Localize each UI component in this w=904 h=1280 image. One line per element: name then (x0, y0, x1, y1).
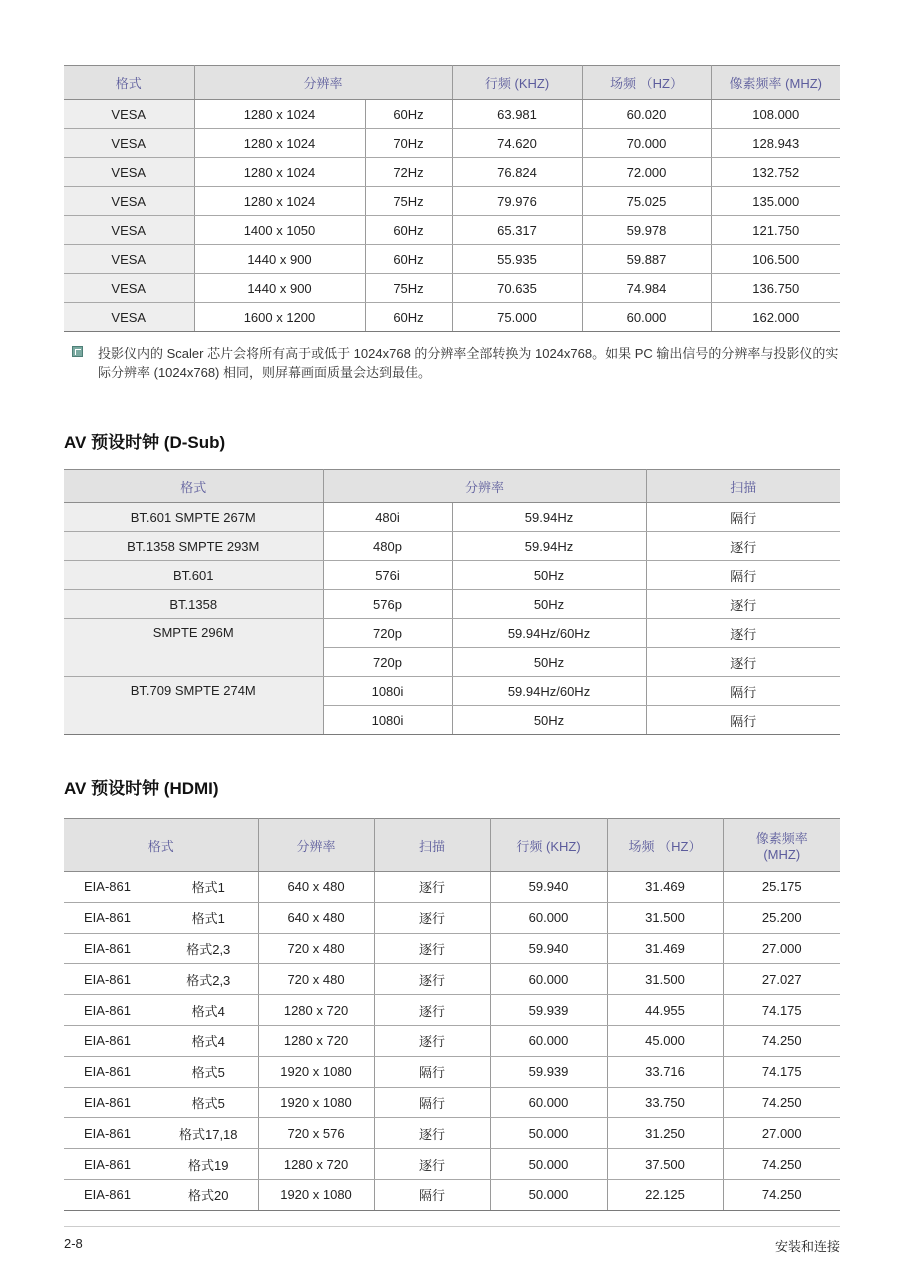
table-cell: 60.020 (582, 100, 711, 129)
pc-timing-table (64, 65, 840, 332)
table-cell: 74.250 (723, 1025, 840, 1056)
table-cell: 50.000 (490, 1179, 607, 1210)
table-cell: 逐行 (374, 933, 490, 964)
table-cell: 1280 x 1024 (194, 187, 365, 216)
scan-cell: 逐行 (646, 590, 840, 619)
format-cell: BT.709 SMPTE 274M (64, 677, 323, 735)
table-row (64, 1118, 840, 1149)
table-cell: 640 x 480 (258, 872, 374, 903)
format-cell: BT.1358 SMPTE 293M (64, 532, 323, 561)
table-cell: 108.000 (711, 100, 840, 129)
table-cell: 逐行 (374, 995, 490, 1026)
table-cell: 74.620 (452, 129, 582, 158)
header-h-freq: 行频 (KHZ) (452, 66, 582, 100)
header-pixel-clock: 像素频率 (MHZ) (711, 66, 840, 100)
table-row (64, 303, 840, 332)
resolution-cell: 576i (323, 561, 452, 590)
table-cell: 格式1 (159, 902, 258, 933)
table-row (64, 964, 840, 995)
hdmi-header-format: 格式 (64, 819, 258, 872)
scan-cell: 隔行 (646, 561, 840, 590)
table-cell: 格式1 (159, 872, 258, 903)
scan-cell: 逐行 (646, 619, 840, 648)
dsub-timing-table (64, 469, 840, 735)
table-cell: EIA-861 (64, 995, 159, 1026)
table-cell: 1400 x 1050 (194, 216, 365, 245)
table-cell: 128.943 (711, 129, 840, 158)
table-cell: 1600 x 1200 (194, 303, 365, 332)
resolution-cell: 480i (323, 503, 452, 532)
frequency-cell: 50Hz (452, 561, 646, 590)
scan-cell: 隔行 (646, 677, 840, 706)
format-cell: BT.601 SMPTE 267M (64, 503, 323, 532)
format-cell: BT.601 (64, 561, 323, 590)
note-icon (72, 346, 83, 357)
table-cell: 59.940 (490, 933, 607, 964)
table-cell: 55.935 (452, 245, 582, 274)
table-cell: 74.984 (582, 274, 711, 303)
header-format: 格式 (64, 66, 194, 100)
table-cell: 逐行 (374, 1025, 490, 1056)
table-cell: 格式5 (159, 1056, 258, 1087)
table-cell: VESA (64, 100, 194, 129)
table-cell: 59.887 (582, 245, 711, 274)
table-cell: 格式20 (159, 1179, 258, 1210)
table-cell: 格式17,18 (159, 1118, 258, 1149)
hdmi-header-v-freq: 场频 （HZ） (607, 819, 723, 872)
table-cell: 74.250 (723, 1179, 840, 1210)
table-cell: 27.000 (723, 1118, 840, 1149)
table-cell: 70.000 (582, 129, 711, 158)
table-cell: 106.500 (711, 245, 840, 274)
table-cell: 70.635 (452, 274, 582, 303)
table-cell: VESA (64, 158, 194, 187)
table-cell: 72Hz (365, 158, 452, 187)
scaler-note (72, 344, 842, 382)
dsub-header-format: 格式 (64, 470, 323, 503)
table-cell: 75.025 (582, 187, 711, 216)
table-cell: EIA-861 (64, 1087, 159, 1118)
table-row (64, 1025, 840, 1056)
footer-divider (64, 1226, 840, 1227)
table-cell: 1280 x 1024 (194, 129, 365, 158)
hdmi-timing-table (64, 818, 840, 1211)
table-cell: 25.175 (723, 872, 840, 903)
table-cell: 25.200 (723, 902, 840, 933)
frequency-cell: 59.94Hz/60Hz (452, 619, 646, 648)
table-cell: 60Hz (365, 245, 452, 274)
table-cell: 37.500 (607, 1149, 723, 1180)
table-cell: 1920 x 1080 (258, 1179, 374, 1210)
table-cell: 60Hz (365, 100, 452, 129)
table-cell: 44.955 (607, 995, 723, 1026)
table-row (64, 100, 840, 129)
table-cell: 31.250 (607, 1118, 723, 1149)
table-cell: EIA-861 (64, 1118, 159, 1149)
table-cell: EIA-861 (64, 964, 159, 995)
table-row (64, 933, 840, 964)
scan-cell: 隔行 (646, 706, 840, 735)
header-resolution: 分辨率 (194, 66, 452, 100)
frequency-cell: 50Hz (452, 648, 646, 677)
resolution-cell: 720p (323, 648, 452, 677)
table-cell: EIA-861 (64, 933, 159, 964)
table-cell: 75.000 (452, 303, 582, 332)
table-cell: VESA (64, 129, 194, 158)
table-cell: 27.027 (723, 964, 840, 995)
table-cell: 1280 x 720 (258, 1025, 374, 1056)
table-row (64, 187, 840, 216)
table-cell: 74.250 (723, 1087, 840, 1118)
table-row (64, 216, 840, 245)
table-cell: 135.000 (711, 187, 840, 216)
section-title-hdmi: AV 预设时钟 (HDMI) (64, 779, 219, 798)
dsub-header-scan: 扫描 (646, 470, 840, 503)
hdmi-header-h-freq: 行频 (KHZ) (490, 819, 607, 872)
frequency-cell: 59.94Hz/60Hz (452, 677, 646, 706)
table-row (64, 1179, 840, 1210)
table-cell: 27.000 (723, 933, 840, 964)
table-cell: 逐行 (374, 902, 490, 933)
table-cell: 65.317 (452, 216, 582, 245)
table-row (64, 503, 840, 532)
table-cell: EIA-861 (64, 902, 159, 933)
table-row (64, 158, 840, 187)
table-cell: VESA (64, 216, 194, 245)
table-row (64, 872, 840, 903)
table-row (64, 532, 840, 561)
table-cell: 33.716 (607, 1056, 723, 1087)
table-cell: 1440 x 900 (194, 274, 365, 303)
table-cell: EIA-861 (64, 1149, 159, 1180)
page-number: 2-8 (64, 1236, 83, 1251)
table-cell: 1280 x 720 (258, 995, 374, 1026)
frequency-cell: 59.94Hz (452, 532, 646, 561)
resolution-cell: 1080i (323, 677, 452, 706)
table-cell: 162.000 (711, 303, 840, 332)
table-cell: 格式4 (159, 1025, 258, 1056)
frequency-cell: 59.94Hz (452, 503, 646, 532)
table-cell: 1280 x 1024 (194, 100, 365, 129)
table-cell: 31.500 (607, 902, 723, 933)
resolution-cell: 576p (323, 590, 452, 619)
section-title-dsub: AV 预设时钟 (D-Sub) (64, 433, 226, 452)
table-cell: VESA (64, 274, 194, 303)
table-cell: 31.469 (607, 933, 723, 964)
table-cell: 60.000 (490, 902, 607, 933)
scan-cell: 隔行 (646, 503, 840, 532)
frequency-cell: 50Hz (452, 706, 646, 735)
table-cell: 逐行 (374, 964, 490, 995)
table-cell: 格式4 (159, 995, 258, 1026)
table-cell: 60.000 (490, 964, 607, 995)
table-cell: 33.750 (607, 1087, 723, 1118)
table-row (64, 590, 840, 619)
table-cell: EIA-861 (64, 1179, 159, 1210)
hdmi-header-scan: 扫描 (374, 819, 490, 872)
table-cell: VESA (64, 245, 194, 274)
table-row (64, 995, 840, 1026)
table-cell: 59.939 (490, 995, 607, 1026)
table-cell: 1440 x 900 (194, 245, 365, 274)
scan-cell: 逐行 (646, 648, 840, 677)
table-cell: 60.000 (490, 1025, 607, 1056)
frequency-cell: 50Hz (452, 590, 646, 619)
table-cell: EIA-861 (64, 1056, 159, 1087)
table-cell: VESA (64, 303, 194, 332)
table-cell: 132.752 (711, 158, 840, 187)
table-row (64, 1056, 840, 1087)
resolution-cell: 720p (323, 619, 452, 648)
table-cell: 720 x 576 (258, 1118, 374, 1149)
table-cell: 格式5 (159, 1087, 258, 1118)
table-cell: 136.750 (711, 274, 840, 303)
table-cell: 1920 x 1080 (258, 1087, 374, 1118)
table-cell: 720 x 480 (258, 933, 374, 964)
table-cell: 隔行 (374, 1179, 490, 1210)
table-cell: 1280 x 720 (258, 1149, 374, 1180)
table-cell: 75Hz (365, 187, 452, 216)
table-cell: 720 x 480 (258, 964, 374, 995)
hdmi-header-resolution: 分辨率 (258, 819, 374, 872)
table-row (64, 274, 840, 303)
table-cell: 60.000 (582, 303, 711, 332)
table-cell: 隔行 (374, 1087, 490, 1118)
format-cell: SMPTE 296M (64, 619, 323, 677)
table-cell: 74.175 (723, 1056, 840, 1087)
format-cell: BT.1358 (64, 590, 323, 619)
table-cell: 逐行 (374, 872, 490, 903)
header-v-freq: 场频 （HZ） (582, 66, 711, 100)
resolution-cell: 480p (323, 532, 452, 561)
table-cell: 1920 x 1080 (258, 1056, 374, 1087)
table-cell: 45.000 (607, 1025, 723, 1056)
table-cell: 格式19 (159, 1149, 258, 1180)
table-cell: 70Hz (365, 129, 452, 158)
chapter-title: 安装和连接 (774, 1239, 840, 1254)
table-cell: 79.976 (452, 187, 582, 216)
table-cell: 59.939 (490, 1056, 607, 1087)
table-cell: 逐行 (374, 1118, 490, 1149)
table-cell: 640 x 480 (258, 902, 374, 933)
table-cell: 121.750 (711, 216, 840, 245)
table-row (64, 129, 840, 158)
scan-cell: 逐行 (646, 532, 840, 561)
table-cell: 31.469 (607, 872, 723, 903)
table-row (64, 677, 840, 706)
table-cell: EIA-861 (64, 872, 159, 903)
table-cell: 60.000 (490, 1087, 607, 1118)
table-cell: EIA-861 (64, 1025, 159, 1056)
table-cell: 50.000 (490, 1149, 607, 1180)
table-row (64, 1087, 840, 1118)
table-cell: 60Hz (365, 303, 452, 332)
table-cell: 74.175 (723, 995, 840, 1026)
table-cell: 1280 x 1024 (194, 158, 365, 187)
table-cell: 50.000 (490, 1118, 607, 1149)
table-cell: 75Hz (365, 274, 452, 303)
table-cell: 22.125 (607, 1179, 723, 1210)
table-cell: 60Hz (365, 216, 452, 245)
table-cell: 72.000 (582, 158, 711, 187)
table-cell: 76.824 (452, 158, 582, 187)
table-cell: 63.981 (452, 100, 582, 129)
note-text: 投影仪内的 Scaler 芯片会将所有高于或低于 1024x768 的分辨率全部转换为 1024x768。如果 PC 输出信号的分辨率与投影仪的实际分辨率 (1024x768) 相同，则屏幕画面质量会达到最佳。 (98, 346, 839, 380)
table-row (64, 245, 840, 274)
hdmi-header-pixel-clock: 像素频率 (MHZ) (723, 819, 840, 872)
table-cell: 逐行 (374, 1149, 490, 1180)
table-row (64, 619, 840, 648)
table-row (64, 902, 840, 933)
resolution-cell: 1080i (323, 706, 452, 735)
table-cell: 格式2,3 (159, 933, 258, 964)
table-cell: 31.500 (607, 964, 723, 995)
dsub-header-resolution: 分辨率 (323, 470, 646, 503)
table-cell: 74.250 (723, 1149, 840, 1180)
table-cell: 59.940 (490, 872, 607, 903)
table-cell: 隔行 (374, 1056, 490, 1087)
table-row (64, 561, 840, 590)
table-row (64, 1149, 840, 1180)
table-cell: 格式2,3 (159, 964, 258, 995)
table-cell: 59.978 (582, 216, 711, 245)
table-cell: VESA (64, 187, 194, 216)
